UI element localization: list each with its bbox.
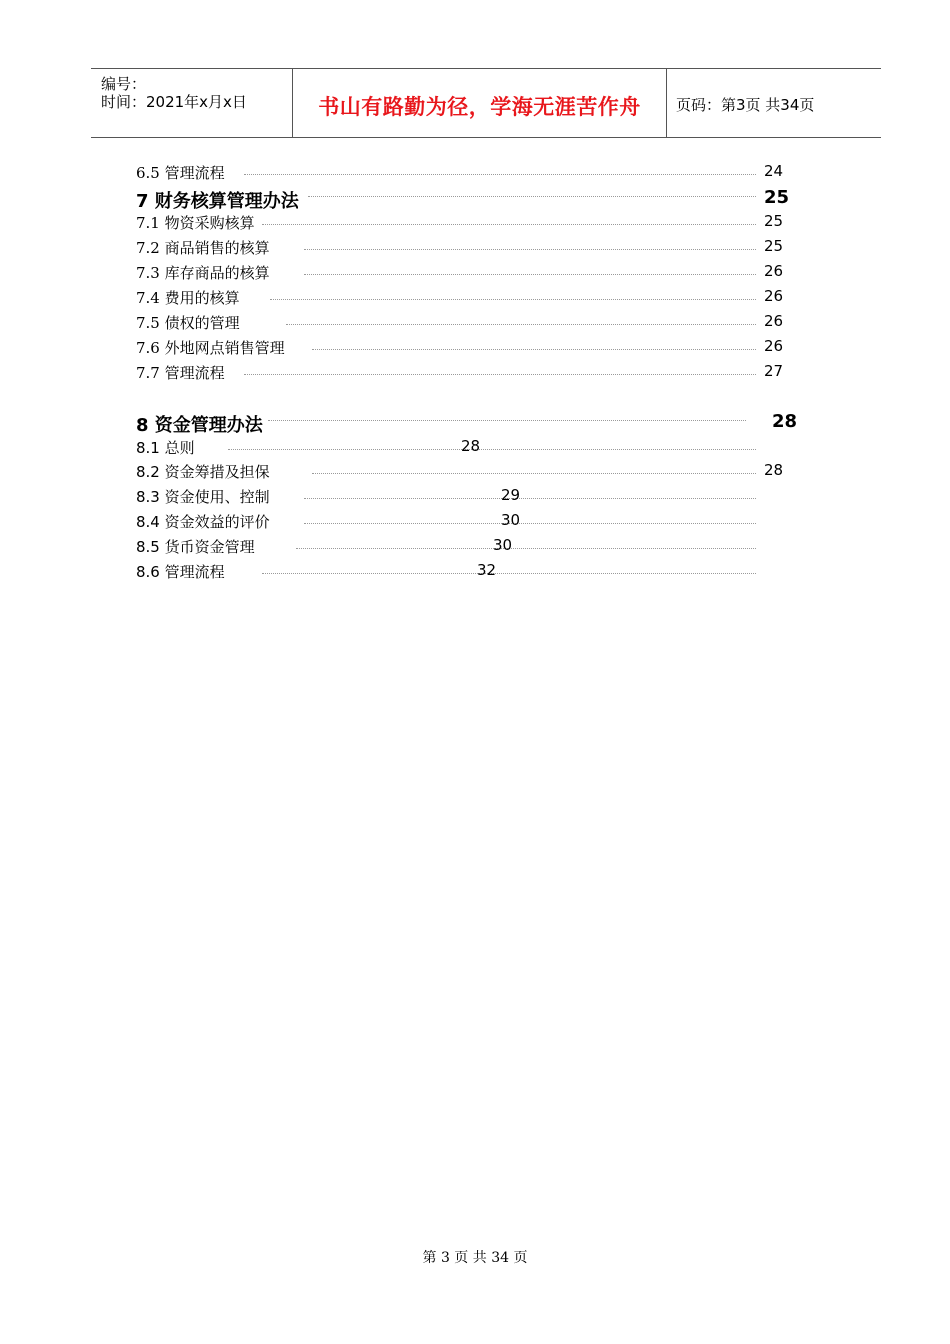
toc-entry-title: 7.5 债权的管理: [136, 314, 240, 332]
toc-entry-title: 7.3 库存商品的核算: [136, 264, 270, 282]
toc-leader-dots: [244, 174, 756, 175]
toc-entry-page: 25: [764, 237, 784, 255]
page-footer: 第 3 页 共 34 页: [422, 1250, 528, 1266]
toc-entry-page: 29: [501, 486, 521, 504]
toc-entry[interactable]: [136, 561, 796, 585]
toc-entry[interactable]: [136, 486, 796, 510]
toc-leader-dots: [286, 324, 756, 325]
toc-entry[interactable]: [136, 237, 796, 261]
toc-entry-title: 8.2 资金筹措及担保: [136, 463, 270, 481]
toc-entry-page: 25: [764, 212, 784, 230]
toc-entry-page: 32: [477, 561, 497, 579]
toc-leader-dots: [228, 449, 756, 450]
toc-entry[interactable]: [136, 362, 796, 386]
toc-chapter-entry[interactable]: [136, 411, 798, 438]
toc-entry[interactable]: [136, 287, 796, 311]
header-info-cell: [91, 69, 292, 137]
toc-leader-dots: [270, 299, 756, 300]
toc-leader-dots: [304, 498, 756, 499]
toc-entry[interactable]: [136, 536, 796, 560]
toc-entry[interactable]: [136, 437, 796, 461]
toc-entry[interactable]: [136, 212, 796, 236]
toc-leader-dots: [312, 473, 756, 474]
toc-entry-page: 30: [501, 511, 521, 529]
toc-chapter-title: 8 资金管理办法: [136, 415, 263, 436]
toc-entry-page: 26: [764, 337, 784, 355]
document-number-label: 编号：: [101, 75, 147, 93]
toc-entry-title: 8.3 资金使用、控制: [136, 488, 270, 506]
toc-entry-title: 8.6 管理流程: [136, 563, 225, 581]
toc-chapter-title: 7 财务核算管理办法: [136, 191, 299, 212]
toc-entry-page: 28: [764, 461, 784, 479]
toc-entry-page: 27: [764, 362, 784, 380]
toc-entry-page: 26: [764, 312, 784, 330]
toc-entry-title: 7.1 物资采购核算: [136, 214, 255, 232]
toc-entry-title: 7.2 商品销售的核算: [136, 239, 270, 257]
toc-leader-dots: [304, 523, 756, 524]
toc-entry[interactable]: [136, 511, 796, 535]
toc-leader-dots: [308, 196, 756, 197]
toc-entry-page: 26: [764, 287, 784, 305]
toc-entry-page: 28: [461, 437, 481, 455]
toc-entry-title: 8.1 总则: [136, 439, 195, 457]
toc-entry-page: 24: [764, 162, 784, 180]
motto-text: 书山有路勤为径，学海无涯苦作舟: [318, 94, 641, 119]
toc-entry-title: 8.4 资金效益的评价: [136, 513, 270, 531]
page-header: [91, 68, 881, 138]
toc-leader-dots: [304, 249, 756, 250]
toc-entry[interactable]: [136, 162, 796, 186]
toc-entry[interactable]: [136, 262, 796, 286]
toc-entry-title: 8.5 货币资金管理: [136, 538, 255, 556]
toc-leader-dots: [262, 224, 756, 225]
document-time-label: 时间：2021年x月x日: [101, 93, 247, 111]
toc-entry-title: 7.4 费用的核算: [136, 289, 240, 307]
toc-chapter-page: 25: [764, 187, 790, 208]
toc-leader-dots: [296, 548, 756, 549]
toc-entry-page: 30: [493, 536, 513, 554]
toc-leader-dots: [304, 274, 756, 275]
toc-entry-title: 6.5 管理流程: [136, 164, 225, 182]
toc-entry-title: 7.6 外地网点销售管理: [136, 339, 285, 357]
toc-entry[interactable]: [136, 337, 796, 361]
toc-leader-dots: [268, 420, 746, 421]
toc-leader-dots: [312, 349, 756, 350]
toc-chapter-entry[interactable]: [136, 187, 796, 214]
page-number-label: 页码：第3页 共34页: [676, 96, 815, 114]
toc-entry[interactable]: [136, 461, 796, 485]
header-page-cell: [667, 69, 881, 137]
toc-leader-dots: [244, 374, 756, 375]
toc-entry-page: 26: [764, 262, 784, 280]
toc-entry[interactable]: [136, 312, 796, 336]
toc-chapter-page: 28: [772, 411, 798, 432]
toc-entry-title: 7.7 管理流程: [136, 364, 225, 382]
toc-leader-dots: [262, 573, 756, 574]
header-motto-cell: [292, 69, 667, 137]
